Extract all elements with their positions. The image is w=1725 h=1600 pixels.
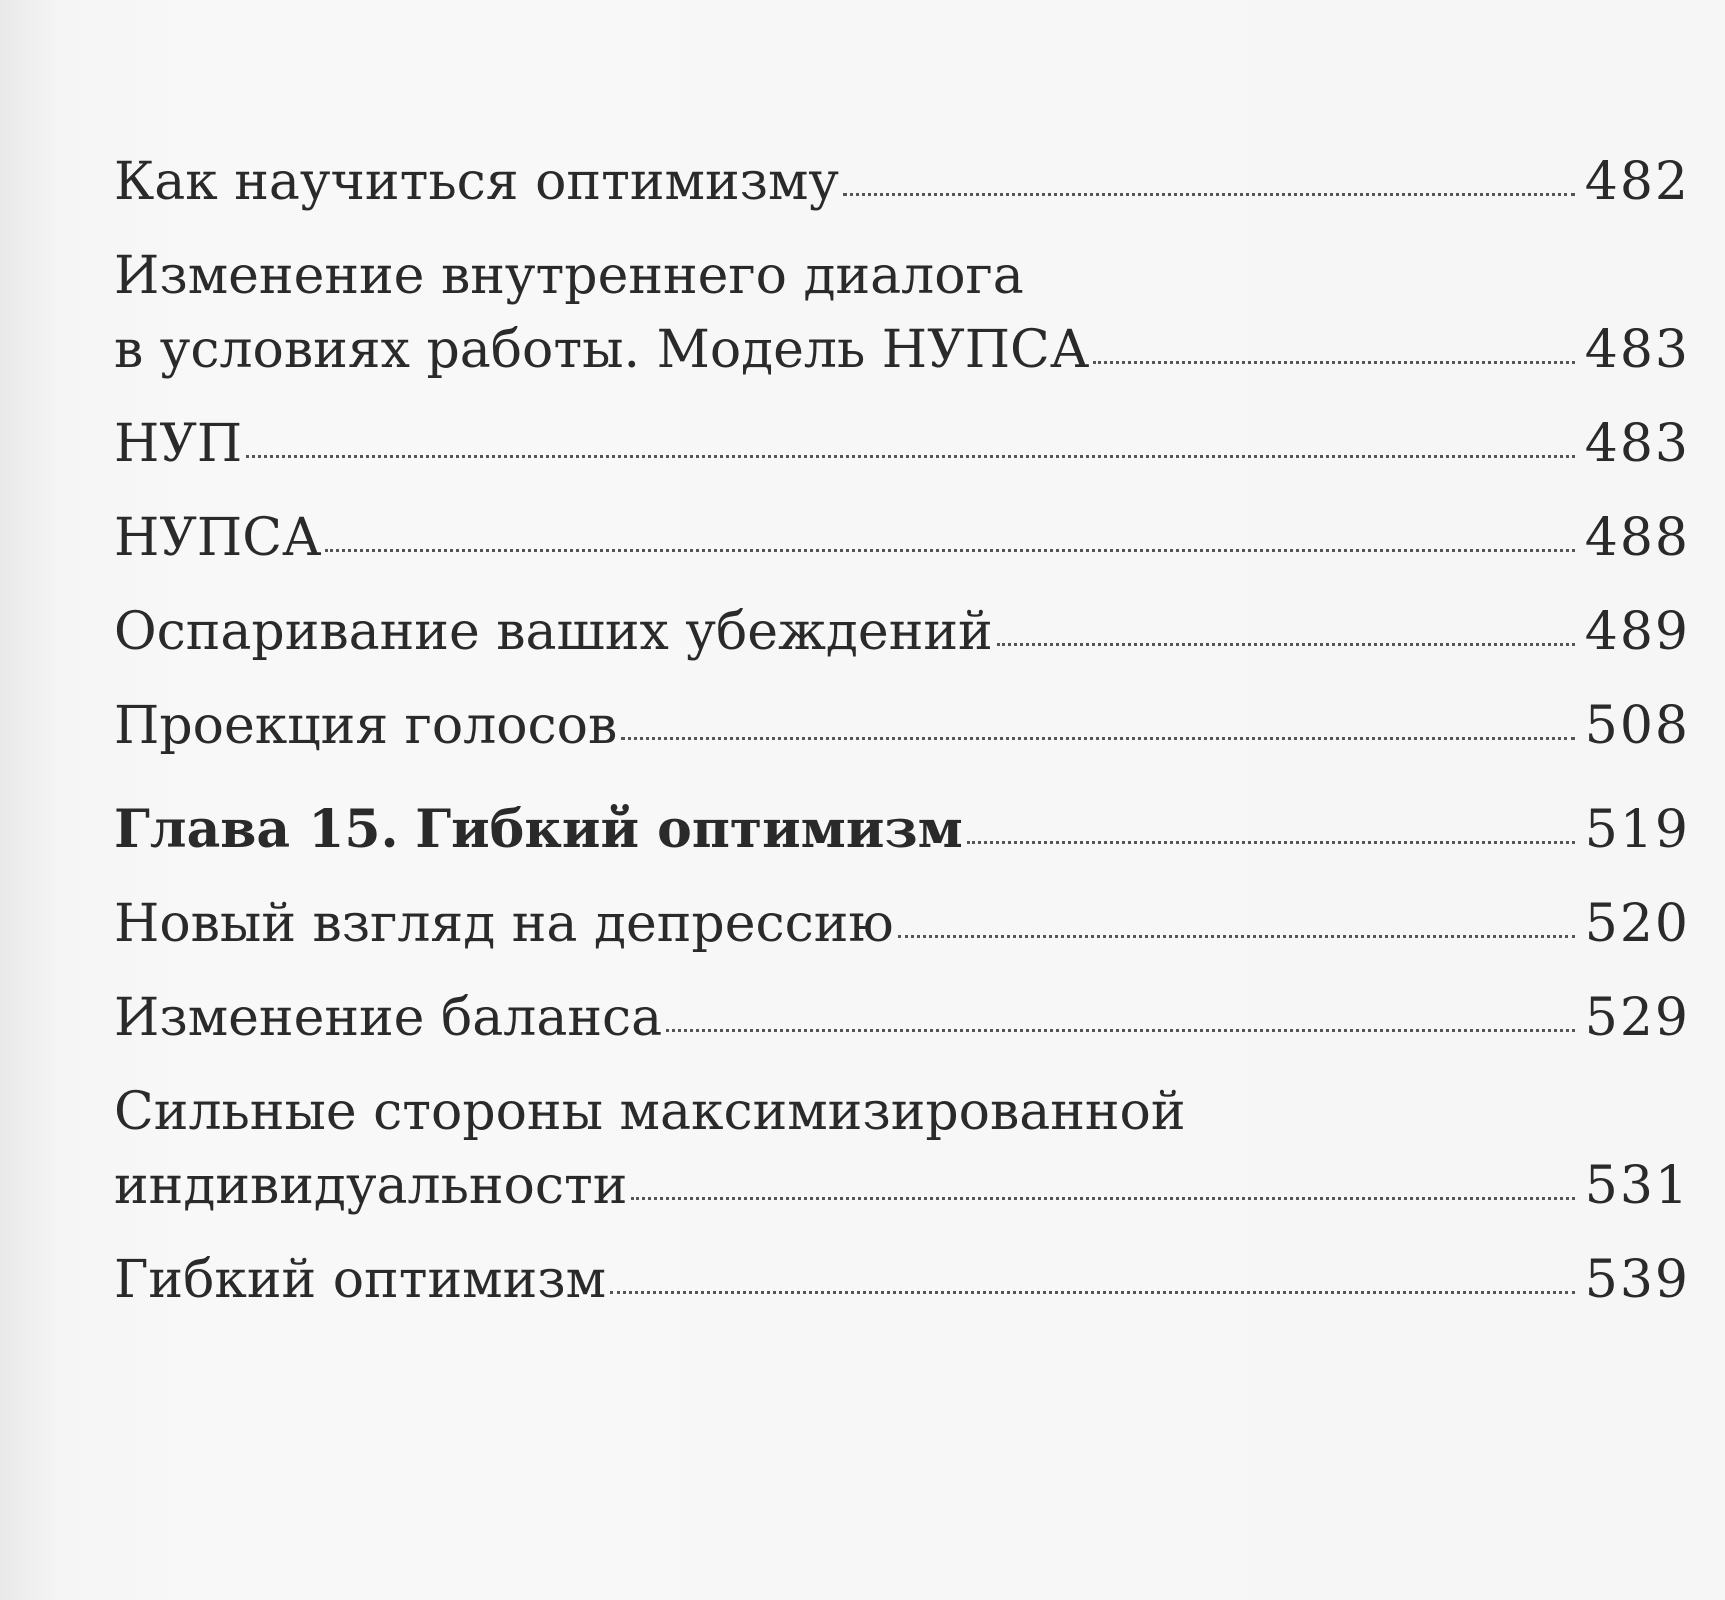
dot-leader (898, 935, 1575, 938)
dot-leader (997, 643, 1575, 646)
table-of-contents (114, 145, 1690, 1317)
dot-leader (967, 841, 1575, 844)
toc-entry (114, 1243, 1690, 1317)
toc-entry-title: НУП (114, 414, 243, 474)
toc-entry-title: Гибкий оптимизм (114, 1250, 607, 1310)
dot-leader (621, 737, 1574, 740)
toc-page-number: 529 (1584, 988, 1690, 1048)
dot-leader (1093, 361, 1575, 364)
toc-page-number: 482 (1584, 152, 1690, 212)
toc-page-number: 508 (1584, 696, 1690, 756)
toc-entry-title: в условиях работы. Модель НУПСА (114, 320, 1090, 380)
toc-page-number: 520 (1584, 894, 1690, 954)
toc-page-number: 483 (1584, 320, 1690, 380)
toc-entry-title: Новый взгляд на депрессию (114, 894, 894, 954)
toc-entry-title: индивидуальности (114, 1156, 628, 1216)
toc-entry (114, 1075, 1690, 1223)
toc-page-number: 488 (1584, 508, 1690, 568)
toc-entry (114, 501, 1690, 575)
toc-entry (114, 595, 1690, 669)
toc-page-number: 519 (1584, 800, 1690, 860)
toc-page-number: 489 (1584, 602, 1690, 662)
toc-entry (114, 145, 1690, 219)
toc-entry-title-line: Изменение внутреннего диалога (114, 246, 1024, 306)
dot-leader (631, 1197, 1574, 1200)
toc-entry-title: Оспаривание ваших убеждений (114, 602, 993, 662)
chapter-title: Гибкий оптимизм (415, 799, 963, 860)
chapter-label: Глава 15. (114, 799, 399, 860)
toc-entry-title: Как научиться оптимизму (114, 152, 840, 212)
toc-entry (114, 981, 1690, 1055)
dot-leader (325, 549, 1574, 552)
toc-page-number: 539 (1584, 1250, 1690, 1310)
toc-entry-title: НУПСА (114, 508, 322, 568)
toc-page-number: 531 (1584, 1156, 1690, 1216)
dot-leader (843, 193, 1575, 196)
toc-entry (114, 407, 1690, 481)
toc-entry (114, 689, 1690, 763)
toc-entry-title-line: Сильные стороны максимизированной (114, 1082, 1186, 1142)
dot-leader (666, 1029, 1575, 1032)
dot-leader (246, 455, 1574, 458)
toc-entry-title: Проекция голосов (114, 696, 618, 756)
toc-chapter-entry (114, 793, 1690, 867)
toc-page-number: 483 (1584, 414, 1690, 474)
dot-leader (610, 1291, 1575, 1294)
toc-entry-title: Изменение баланса (114, 988, 663, 1048)
toc-entry (114, 239, 1690, 387)
toc-entry (114, 887, 1690, 961)
toc-chapter-title (114, 793, 963, 867)
